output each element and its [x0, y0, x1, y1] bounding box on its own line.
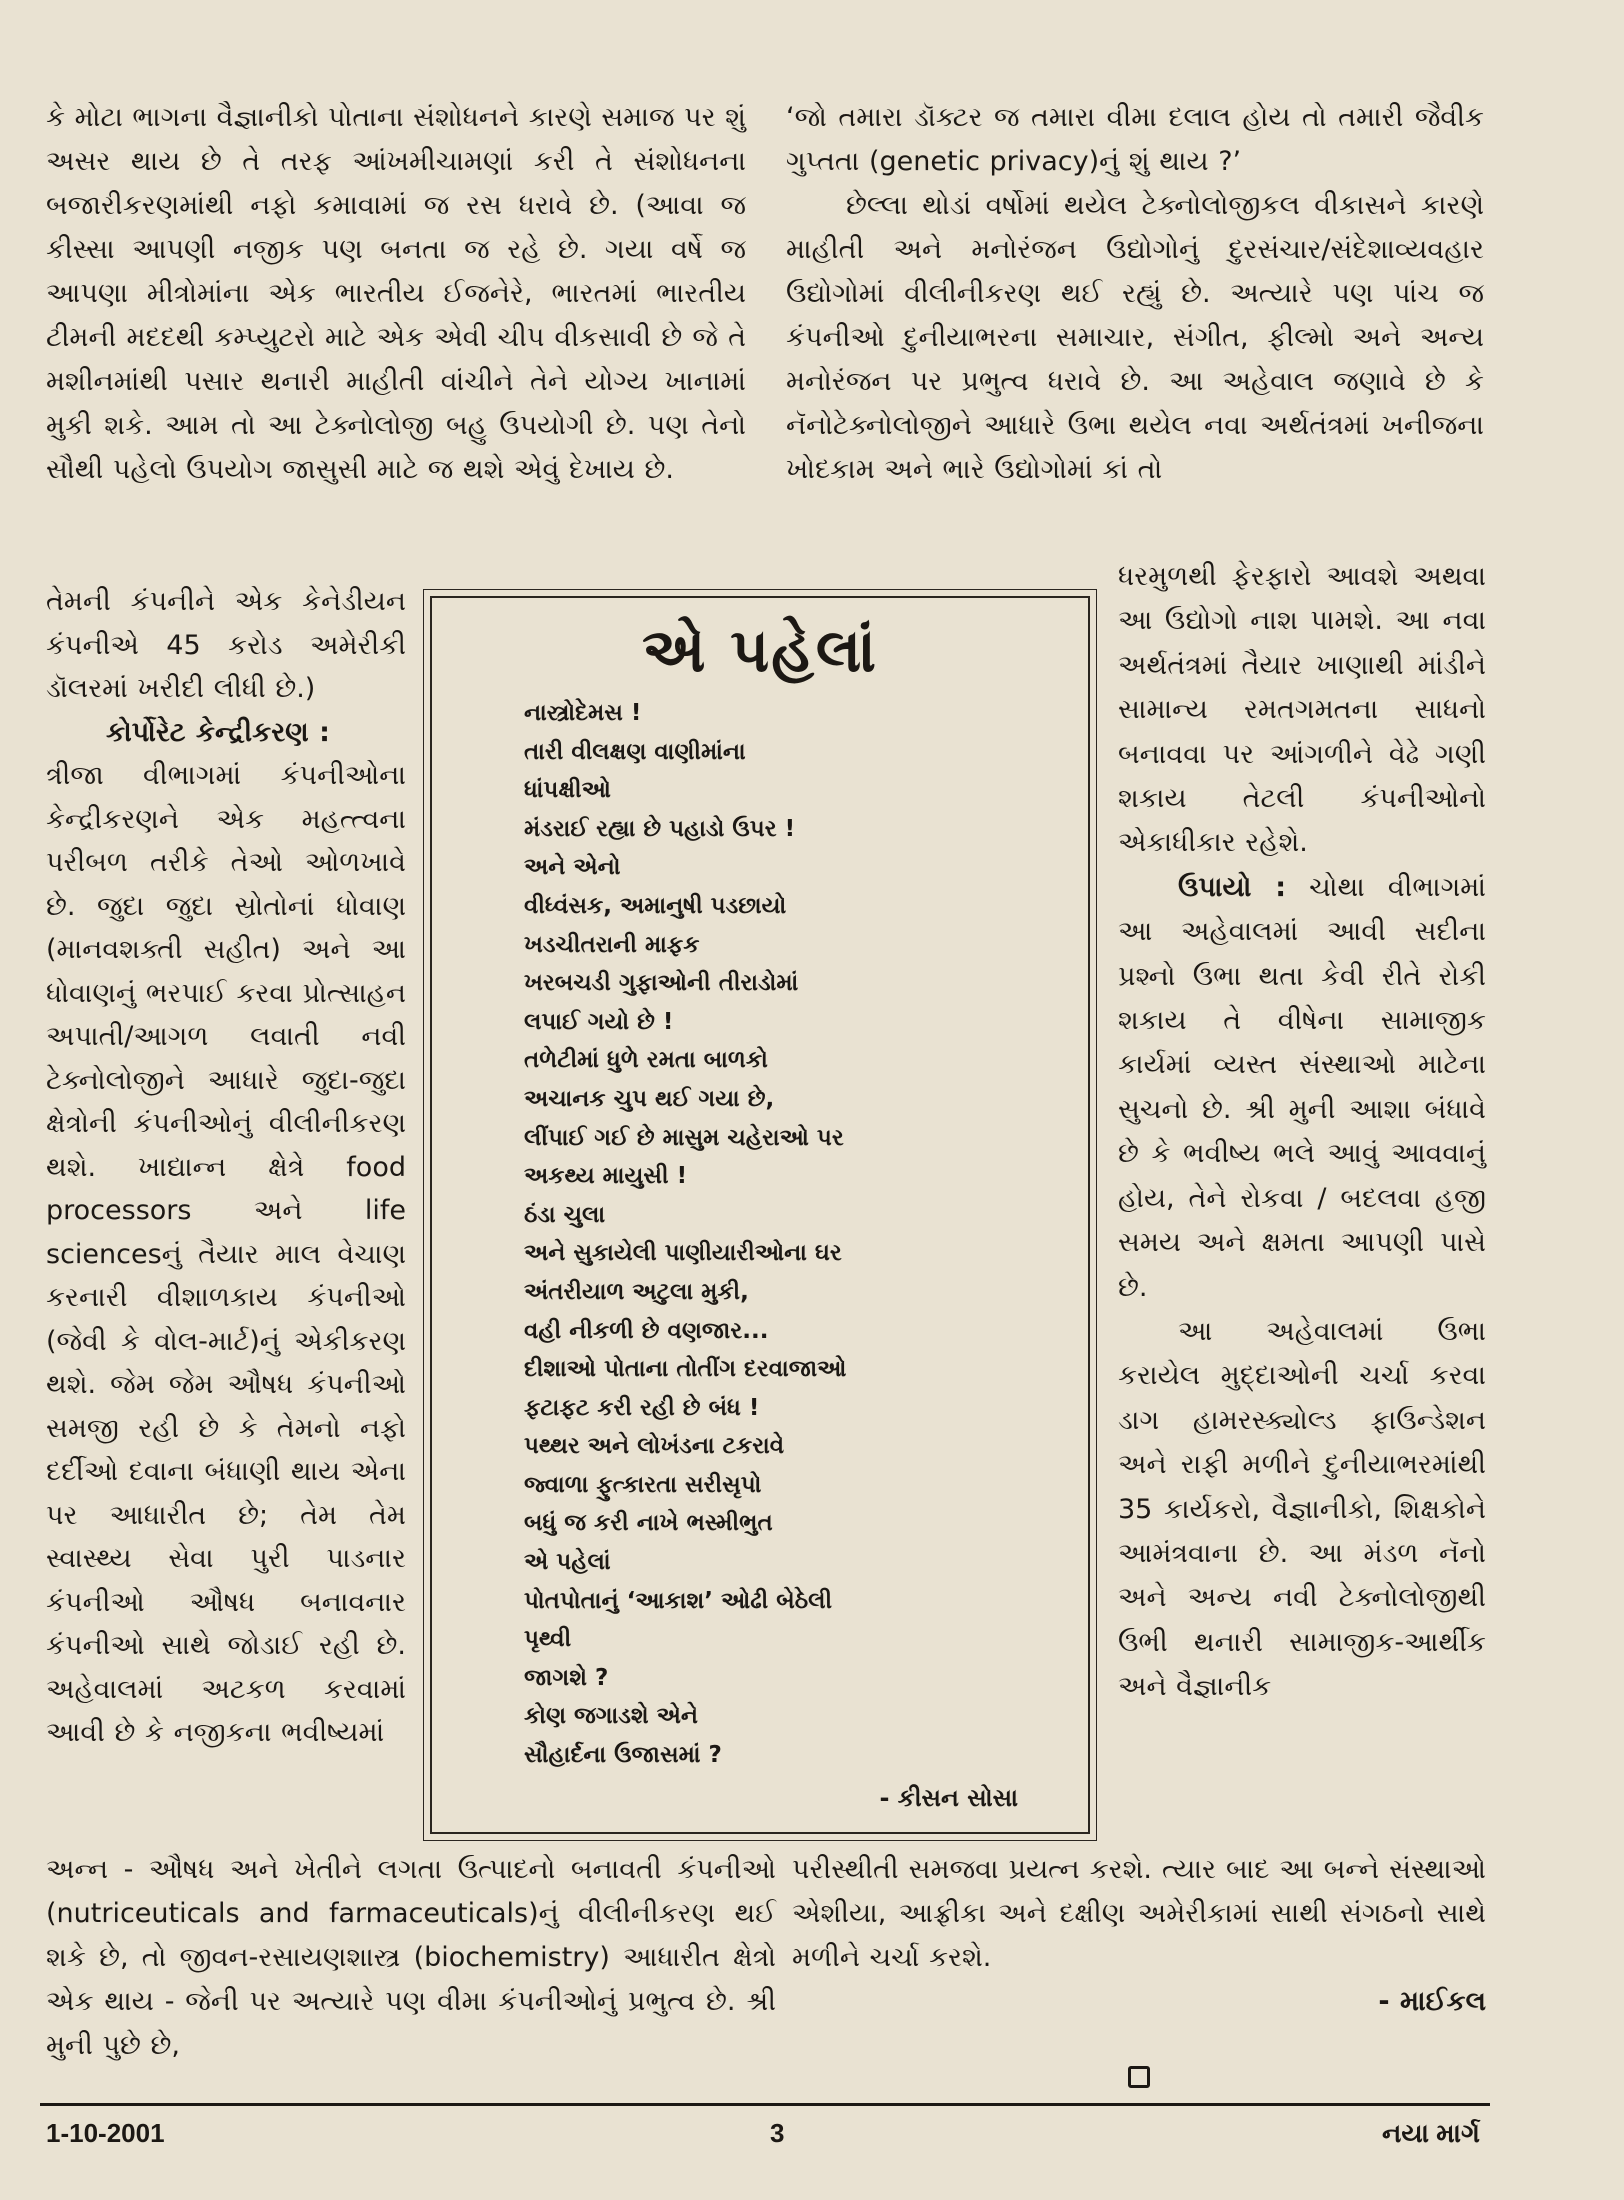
poem-line: મંડરાઈ રહ્યા છે પહાડો ઉપર ! [524, 815, 796, 842]
paragraph-text: છેલ્લા થોડાં વર્ષોમાં થયેલ ટેક્નોલોજીકલ વીકાસને કારણે માહીતી અને મનોરંજન ઉદ્યોગોનું દુરસંચાર/સંદેશાવ્યવહાર ઉદ્યોગોમાં વીલીનીકરણ થઈ રહ્યું છે. અત્યારે પણ પાંચ જ કંપનીઓ દુનીયાભરના સમાચાર, સંગીત, ફીલ્મો અને અન્ય મનોરંજન પર પ્રભુત્વ ધરાવે છે. આ અહેવાલ જણાવે છે કે નૅનોટેક્નોલોજીને આધારે ઉભા થયેલ નવા અર્થતંત્રમાં ખનીજના ખોદકામ અને ભારે ઉદ્યોગોમાં કાં તો [786, 190, 1484, 485]
poem-line: અંતરીયાળ અટુલા મુકી, [524, 1278, 749, 1305]
poem-line: તારી વીલક્ષણ વાણીમાંના [524, 738, 746, 765]
poem-line: લીંપાઈ ગઈ છે માસુમ ચહેરાઓ પર [524, 1124, 844, 1151]
poem-box [430, 596, 1090, 1834]
left-top-paragraph [46, 96, 746, 492]
footer-rule [40, 2103, 1490, 2106]
footer-date: 1-10-2001 [46, 2118, 165, 2148]
poem-line: અકથ્ય માયુસી ! [524, 1163, 688, 1190]
poem-line: ધાંપક્ષીઓ [524, 777, 611, 804]
right-narrow-column [1118, 555, 1486, 1710]
poem-line: બધું જ કરી નાખે ભસ્મીભુત [524, 1510, 773, 1537]
poem-line: અને એનો [524, 854, 621, 881]
paragraph-text: ત્રીજા વીભાગમાં કંપનીઓના કેન્દ્રીકરણને એક મહત્ત્વના પરીબળ તરીકે તેઓ ઓળખાવે છે. જુદા જુદા સ્રોતોનાં ધોવાણ (માનવશક્તી સહીત) અને આ ધોવાણનું ભરપાઈ કરવા પ્રોત્સાહન અપાતી/આગળ લવાતી નવી ટેક્નોલોજીને આધારે જુદા-જુદા ક્ષેત્રોની કંપનીઓનું વીલીનીકરણ થશે. ખાદ્યાન્ન ક્ષેત્રે food processors અને life sciencesનું તૈયાર માલ વેચાણ કરનારી વીશાળકાય કંપનીઓ (જેવી કે વોલ-માર્ટ)નું એકીકરણ થશે. જેમ જેમ ઔષધ કંપનીઓ સમજી રહી છે કે તેમનો નફો દર્દીઓ દવાના બંધાણી થાય એના પર આધારીત છે; તેમ તેમ સ્વાસ્થ્ય સેવા પુરી પાડનાર કંપનીઓ ઔષધ બનાવનાર કંપનીઓ સાથે જોડાઈ રહી છે. અહેવાલમાં અટકળ કરવામાં આવી છે કે નજીકના ભવીષ્યમાં [46, 760, 406, 1748]
poem-line: ફટાફટ કરી રહી છે બંધ ! [524, 1394, 760, 1421]
poem-line: વહી નીકળી છે વણજાર... [524, 1317, 769, 1344]
poem-line: તળેટીમાં ધુળે રમતા બાળકો [524, 1047, 768, 1074]
section-heading-corporate: કોર્પોરેટ કેન્દ્રીકરણ : [106, 716, 330, 748]
poem-line: પૃથ્વી [524, 1626, 572, 1653]
paragraph-text: ધરમુળથી ફેરફારો આવશે અથવા આ ઉદ્યોગો નાશ પામશે. આ નવા અર્થતંત્રમાં તૈયાર ખાણાથી માંડીને સામાન્ય રમતગમતના સાધનો બનાવવા પર આંગળીને વેઢે ગણી શકાય તેટલી કંપનીઓનો એકાધીકાર રહેશે. [1118, 561, 1486, 859]
footer-publication: નયા માર્ગ [1382, 2118, 1480, 2148]
poem-line: ઠંડા ચુલા [524, 1201, 606, 1228]
poem-line: જાગશે ? [524, 1664, 609, 1691]
poem-line: અને સુકાયેલી પાણીયારીઓના ઘર [524, 1240, 842, 1267]
poem-lines [524, 694, 1084, 1775]
poem-line: પોતપોતાનું ‘આકાશ’ ઓઢી બેઠેલી [524, 1587, 833, 1614]
poem-line: ખરબચડી ગુફાઓની તીરાડોમાં [524, 970, 799, 997]
poem-line: જ્વાળા ફુત્કારતા સરીસૃપો [524, 1471, 762, 1498]
quote-text: ‘જો તમારા ડૉક્ટર જ તમારા વીમા દલાલ હોય તો તમારી જૈવીક ગુપ્તતા (genetic privacy)નું શું થાય ?’ [786, 102, 1484, 177]
poem-line: સૌહાર્દના ઉજાસમાં ? [524, 1742, 722, 1769]
poem-line: લપાઈ ગયો છે ! [524, 1008, 674, 1035]
article-signature: - માઈકલ [1378, 1986, 1486, 2017]
poem-author: - કીસન સોસા [879, 1784, 1018, 1812]
poem-line: પથ્થર અને લોખંડના ટકરાવે [524, 1433, 785, 1460]
paragraph-text: કે મોટા ભાગના વૈજ્ઞાનીકો પોતાના સંશોધનને કારણે સમાજ પર શું અસર થાય છે તે તરફ આંખમીચામણાં કરી તે સંશોધનના બજારીકરણમાંથી નફો કમાવામાં જ રસ ધરાવે છે. (આવા જ કીસ્સા આપણી નજીક પણ બનતા જ રહે છે. ગયા વર્ષે જ આપણા મીત્રોમાંના એક ભારતીય ઈજનેરે, ભારતમાં ભારતીય ટીમની મદદથી કમ્પ્યુટરો માટે એક એવી ચીપ વીકસાવી છે જે તે મશીનમાંથી પસાર થનારી માહીતી વાંચીને તેને યોગ્ય ખાનામાં મુકી શકે. આમ તો આ ટેક્નોલોજી બહુ ઉપયોગી છે. પણ તેનો સૌથી પહેલો ઉપયોગ જાસુસી માટે જ થશે એવું દેખાય છે. [46, 102, 746, 485]
right-top-block [786, 96, 1484, 492]
footer-page-number: 3 [770, 2118, 785, 2148]
paragraph-text: પરીસ્થીતી સમજવા પ્રયત્ન કરશે. ત્યાર બાદ આ બન્ને સંસ્થાઓ એશીયા, આફ્રીકા અને દક્ષીણ અમેરીકામાં સાથી સંગઠનો સાથે મળીને ચર્ચા કરશે. [792, 1854, 1486, 1973]
paragraph-text: આ અહેવાલમાં ઉભા કરાયેલ મુદ્દાઓની ચર્ચા કરવા ડાગ હામરસ્ક્યોલ્ડ ફાઉન્ડેશન અને રાફી મળીને દુનીયાભરમાંથી 35 કાર્યકરો, વૈજ્ઞાનીકો, શિક્ષકોને આમંત્રવાના છે. આ મંડળ નૅનો અને અન્ય નવી ટેક્નોલોજીથી ઉભી થનારી સામાજીક-આર્થીક અને વૈજ્ઞાનીક [1118, 1315, 1486, 1703]
poem-line: કોણ જગાડશે એને [524, 1703, 699, 1730]
poem-line: નાસ્ત્રોદેમસ ! [524, 700, 642, 726]
poem-line: વીધ્વંસક, અમાનુષી પડછાયો [524, 892, 787, 919]
poem-line: અચાનક ચુપ થઈ ગયા છે, [524, 1085, 775, 1112]
left-bottom-paragraph [46, 1848, 776, 2068]
paragraph-text: ચોથા વીભાગમાં આ અહેવાલમાં આવી સદીના પ્રશ્નો ઉભા થતા કેવી રીતે રોકી શકાય તે વીષેના સામાજીક કાર્યમાં વ્યસ્ત સંસ્થાઓ માટેના સુચનો છે. શ્રી મુની આશા બંધાવે છે કે ભવીષ્ય ભલે આવું આવવાનું હોય, તેને રોકવા / બદલવા હજી સમય અને ક્ષમતા આપણી પાસે છે. [1118, 871, 1486, 1303]
paragraph-text: અન્ન - ઔષધ અને ખેતીને લગતા ઉત્પાદનો બનાવતી કંપનીઓ (nutriceuticals and farmaceuticals)નું વીલીનીકરણ થઈ શકે છે, તો જીવન-રસાયણશાસ્ત્ર (biochemistry) આધારીત ક્ષેત્રો એક થાય - જેની પર અત્યારે પણ વીમા કંપનીઓનું પ્રભુત્વ છે. શ્રી મુની પુછે છે, [46, 1854, 776, 2061]
end-of-article-mark [1128, 2066, 1150, 2088]
section-heading-remedies: ઉપાયો : [1178, 871, 1287, 903]
left-narrow-column [46, 580, 406, 1755]
poem-title: એ પહેલાં [642, 616, 878, 686]
right-bottom-block [792, 1848, 1486, 2024]
poem-line: ખડચીતરાની માફક [524, 931, 700, 958]
paragraph-text: તેમની કંપનીને એક કેનેડીયન કંપનીએ 45 કરોડ અમેરીકી ડૉલરમાં ખરીદી લીધી છે.) [46, 586, 406, 704]
poem-line: દીશાઓ પોતાના તોતીંગ દરવાજાઓ [524, 1356, 847, 1383]
poem-line: એ પહેલાં [524, 1549, 611, 1576]
